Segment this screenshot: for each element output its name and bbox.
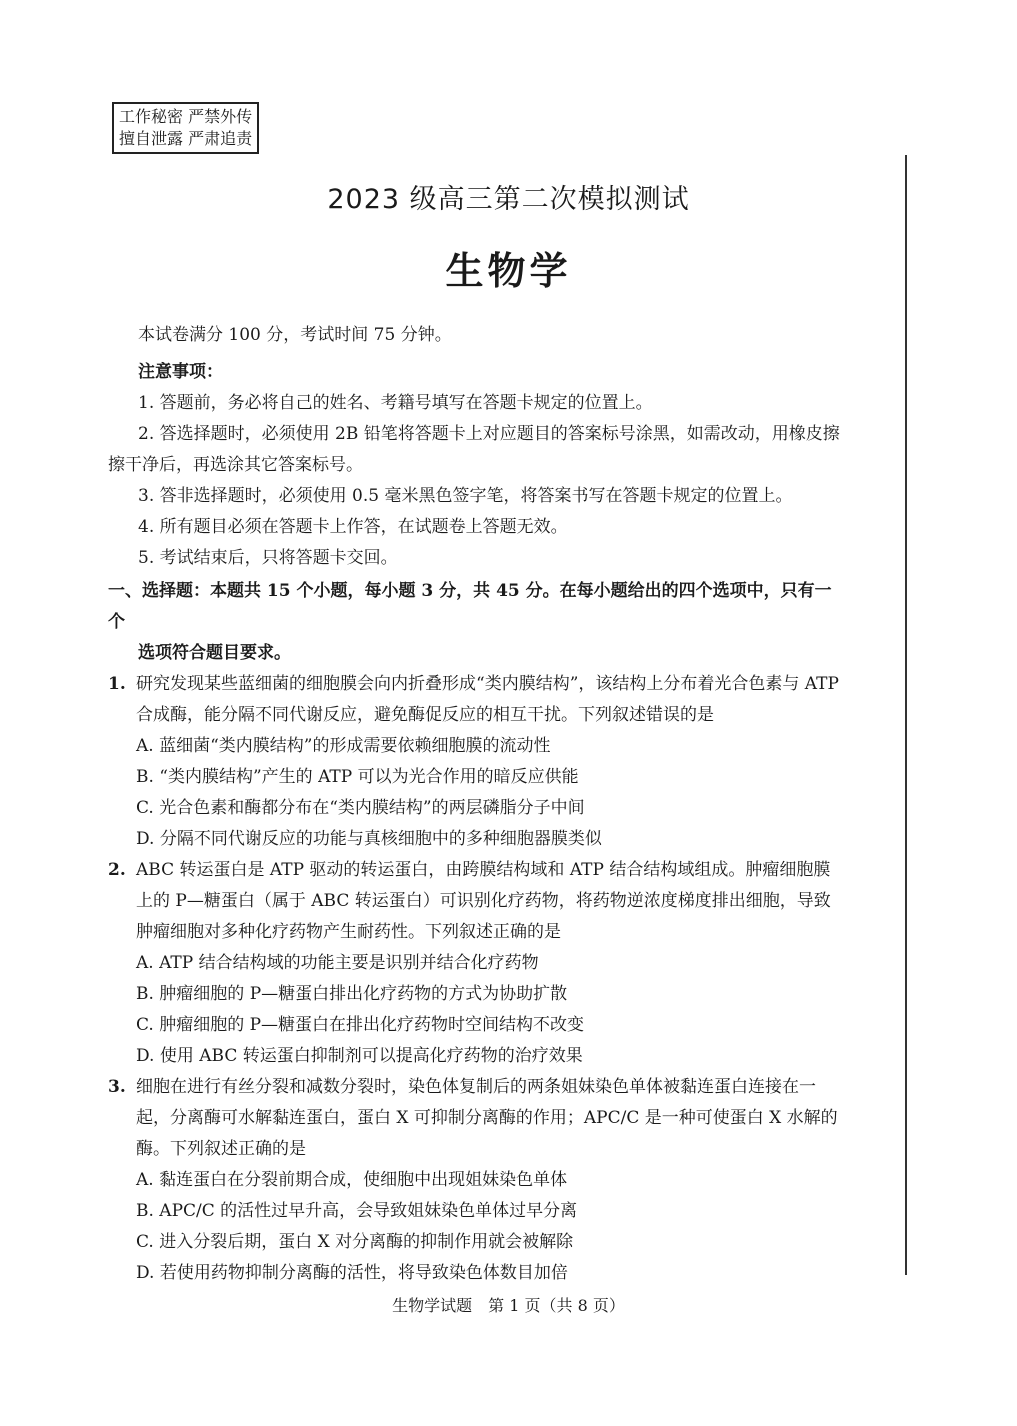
page-footer: 生物学试题 第 1 页（共 8 页）	[392, 1296, 625, 1315]
question-1	[108, 669, 843, 855]
notice-item: 3. 答非选择题时，必须使用 0.5 毫米黑色签字笔，将答案书写在答题卡规定的位置上。	[138, 486, 793, 506]
question-2	[108, 855, 843, 1072]
option-b: B. “类内膜结构”产生的 ATP 可以为光合作用的暗反应供能	[136, 767, 579, 787]
option-a: A. ATP 结合结构域的功能主要是识别并结合化疗药物	[136, 953, 539, 973]
option-d: D. 若使用药物抑制分离酶的活性，将导致染色体数目加倍	[136, 1263, 568, 1283]
section-heading-cont: 选项符合题目要求。	[138, 643, 291, 663]
section-heading: 一、选择题：本题共 15 个小题，每小题 3 分，共 45 分。在每小题给出的四个选项中，只有一个	[108, 581, 832, 632]
confidential-stamp	[112, 102, 259, 154]
option-c: C. 进入分裂后期，蛋白 X 对分离酶的抑制作用就会被解除	[136, 1232, 574, 1252]
question-number: 2.	[108, 860, 126, 880]
exam-intro: 本试卷满分 100 分，考试时间 75 分钟。	[138, 325, 452, 345]
binding-line	[905, 155, 907, 1275]
option-a: A. 黏连蛋白在分裂前期合成，使细胞中出现姐妹染色单体	[136, 1170, 568, 1190]
notice-item: 4. 所有题目必须在答题卡上作答，在试题卷上答题无效。	[138, 517, 568, 537]
option-a: A. 蓝细菌“类内膜结构”的形成需要依赖细胞膜的流动性	[136, 736, 551, 756]
option-c: C. 光合色素和酶都分布在“类内膜结构”的两层磷脂分子中间	[136, 798, 585, 818]
option-b: B. APC/C 的活性过早升高，会导致姐妹染色单体过早分离	[136, 1201, 578, 1221]
option-d: D. 分隔不同代谢反应的功能与真核细胞中的多种细胞器膜类似	[136, 829, 602, 849]
notice-heading: 注意事项：	[138, 362, 223, 382]
notice-item: 2. 答选择题时，必须使用 2B 铅笔将答题卡上对应题目的答案标号涂黑，如需改动，用橡皮擦擦干净后，再选涂其它答案标号。	[108, 424, 840, 475]
question-number: 1.	[108, 674, 126, 694]
subject-title: 生物学	[445, 249, 572, 293]
option-b: B. 肿瘤细胞的 P—糖蛋白排出化疗药物的方式为协助扩散	[136, 984, 568, 1004]
stamp-line-1: 工作秘密 严禁外传	[119, 107, 253, 126]
question-stem: 细胞在进行有丝分裂和减数分裂时，染色体复制后的两条姐妹染色单体被黏连蛋白连接在一起，分离酶可水解黏连蛋白，蛋白 X 可抑制分离酶的作用；APC/C 是一种可使蛋白 X 水解的酶。下列叙述正确的是	[136, 1077, 838, 1159]
notice-item: 5. 考试结束后，只将答题卡交回。	[138, 548, 398, 568]
option-d: D. 使用 ABC 转运蛋白抑制剂可以提高化疗药物的治疗效果	[136, 1046, 583, 1066]
question-number: 3.	[108, 1077, 126, 1097]
question-stem: 研究发现某些蓝细菌的细胞膜会向内折叠形成“类内膜结构”，该结构上分布着光合色素与 ATP 合成酶，能分隔不同代谢反应，避免酶促反应的相互干扰。下列叙述错误的是	[136, 674, 839, 725]
question-stem: ABC 转运蛋白是 ATP 驱动的转运蛋白，由跨膜结构域和 ATP 结合结构域组成。肿瘤细胞膜上的 P—糖蛋白（属于 ABC 转运蛋白）可识别化疗药物，将药物逆浓度梯度排出细胞，导致肿瘤细胞对多种化疗药物产生耐药性。下列叙述正确的是	[136, 860, 831, 942]
option-c: C. 肿瘤细胞的 P—糖蛋白在排出化疗药物时空间结构不改变	[136, 1015, 585, 1035]
notice-item: 1. 答题前，务必将自己的姓名、考籍号填写在答题卡规定的位置上。	[138, 393, 653, 413]
page-content	[108, 320, 843, 1289]
question-3	[108, 1072, 843, 1289]
stamp-line-2: 擅自泄露 严肃追责	[119, 129, 253, 148]
exam-title: 2023 级高三第二次模拟测试	[327, 184, 690, 215]
